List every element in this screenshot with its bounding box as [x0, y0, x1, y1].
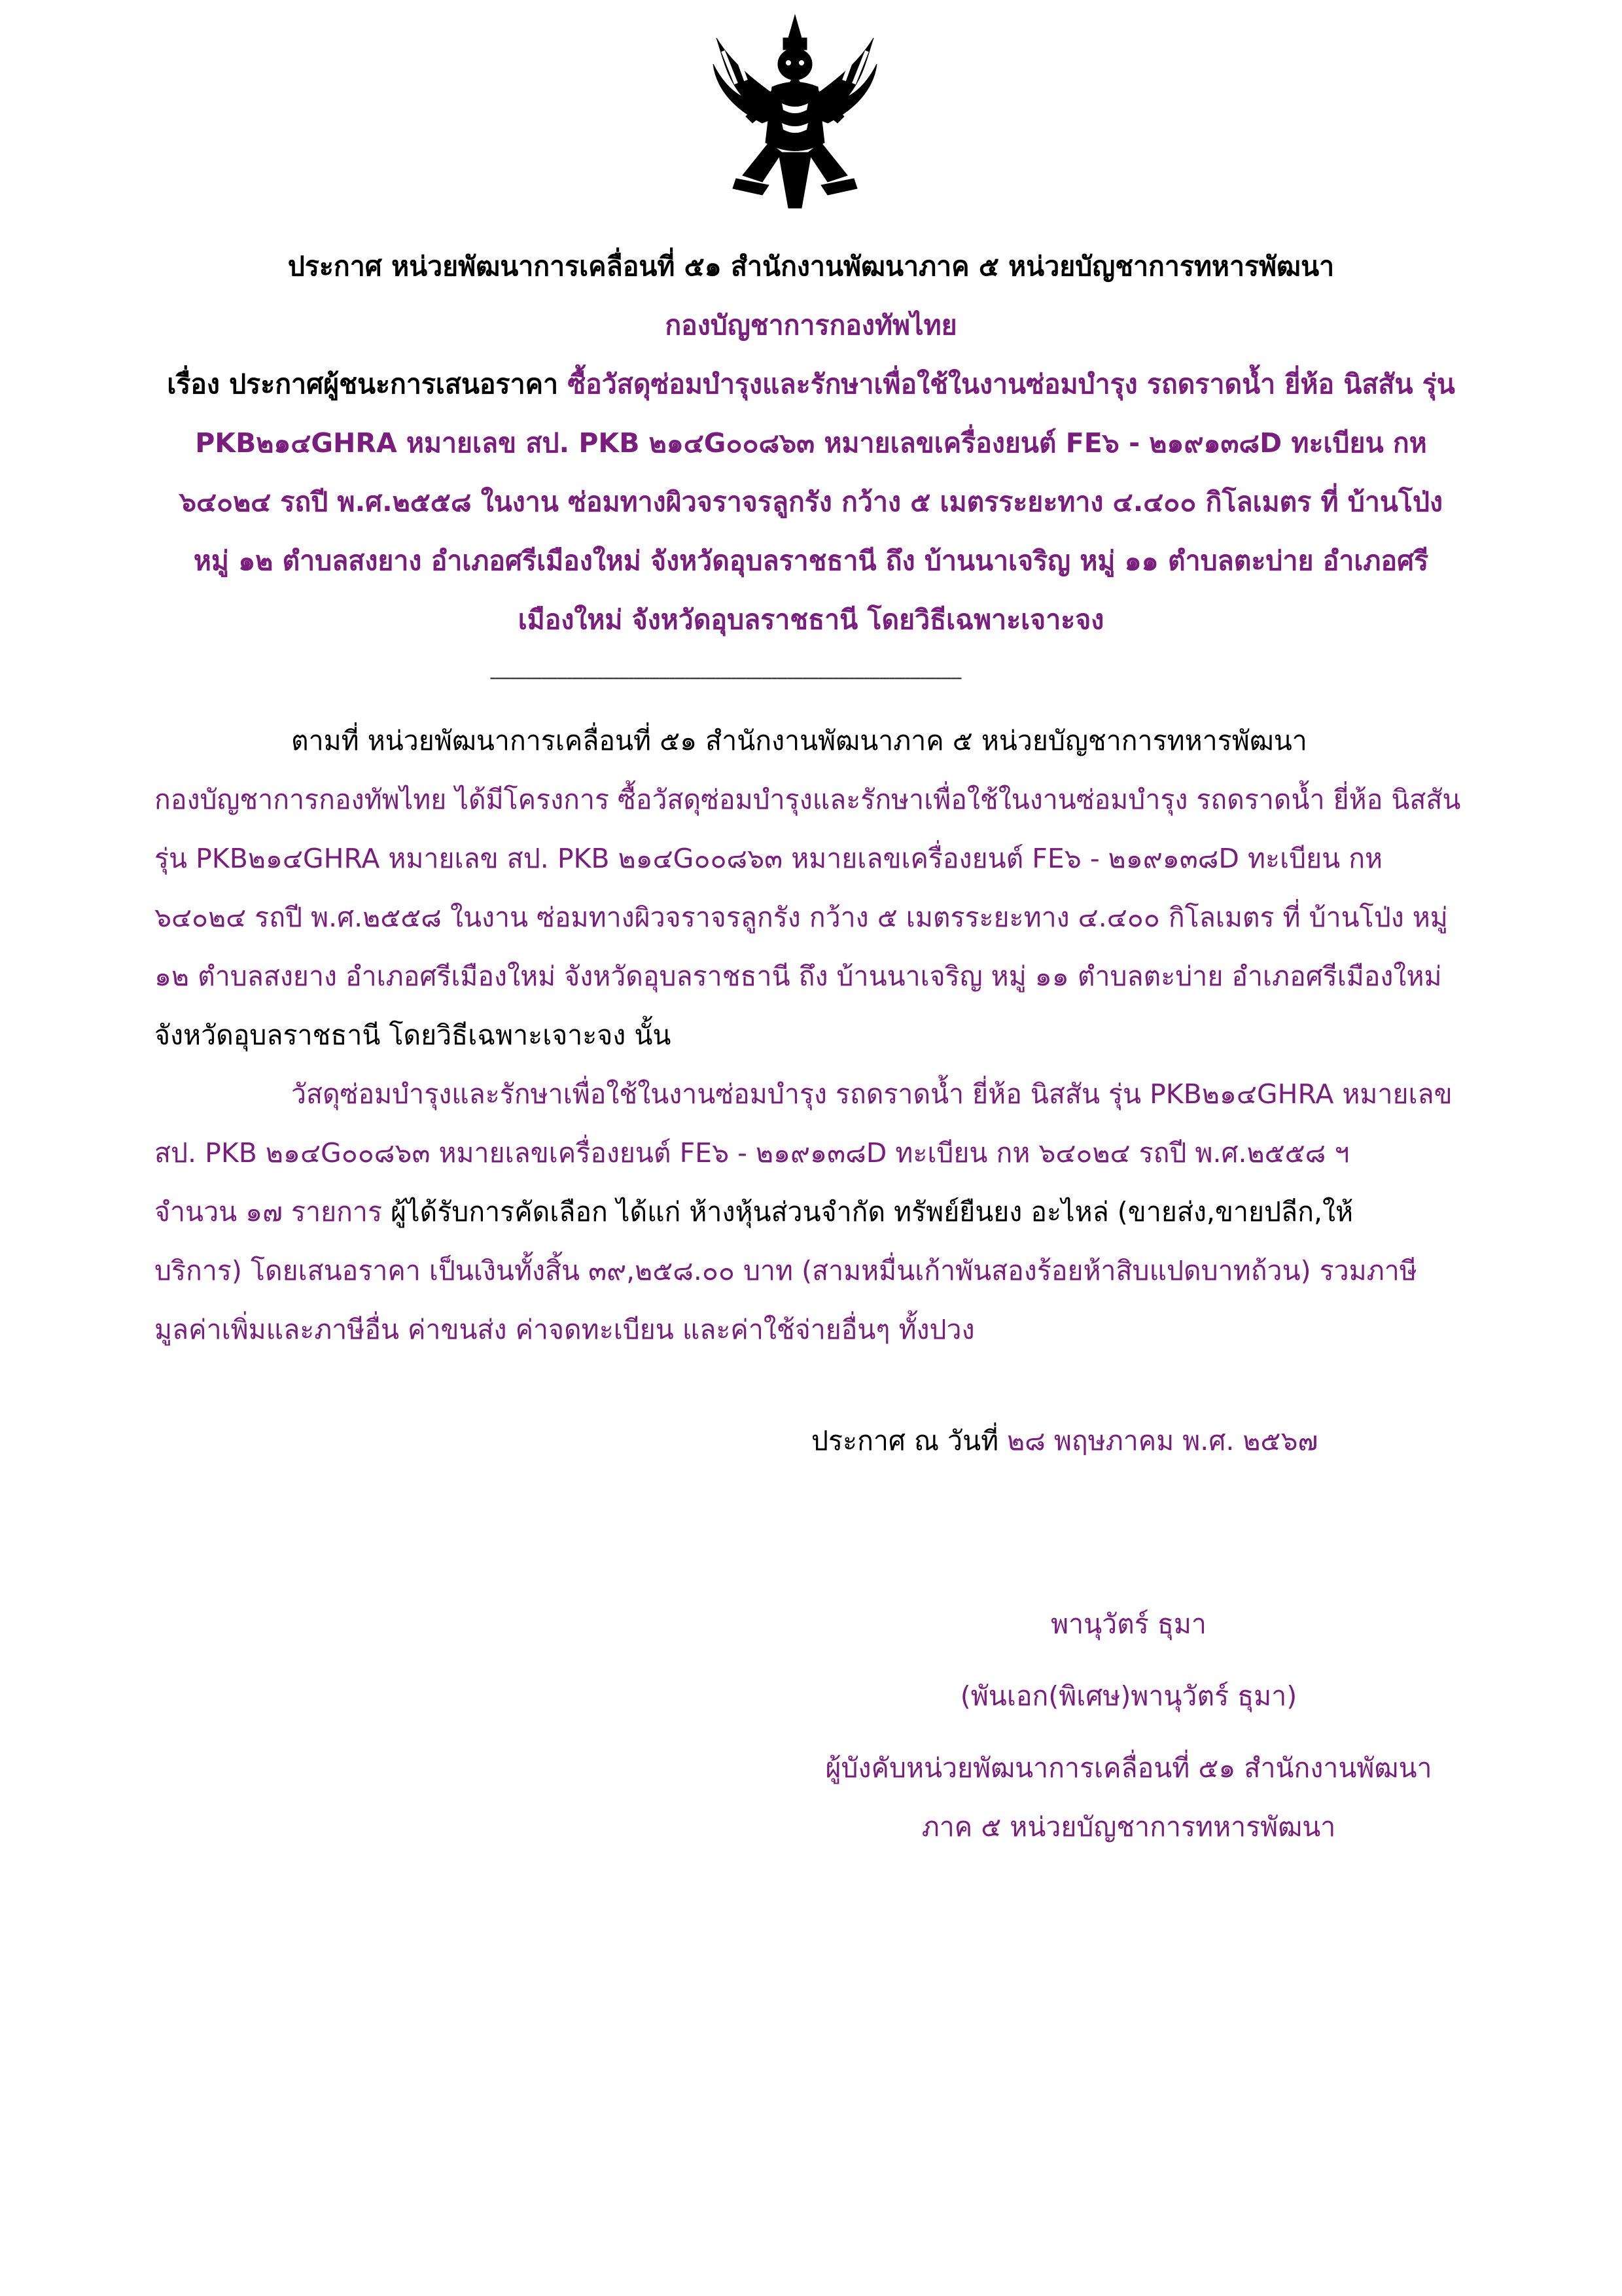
signature-position-2: ภาค ๕ หน่วยบัญชาการทหารพัฒนา: [921, 1811, 1336, 1843]
para1-line-6: จังหวัดอุบลราชธานี โดยวิธีเฉพาะเจาะจง นั้น: [154, 1019, 671, 1051]
para1-line-2: กองบัญชาการกองทัพไทย ได้มีโครงการ ซื้อวัสดุซ่อมบำรุงและรักษาเพื่อใช้ในงานซ่อมบำรุง รถดราดน้ำ ยี่ห้อ นิสสัน: [154, 784, 1461, 815]
garuda-emblem-icon: [697, 12, 893, 215]
title-line-2: กองบัญชาการกองทัพไทย: [665, 309, 957, 341]
signature-name: พานุวัตร์ ธุมา: [1051, 1608, 1207, 1640]
announce-label: ประกาศ ณ วันที่: [811, 1425, 1008, 1457]
item-count: จำนวน ๑๗ รายการ: [154, 1196, 391, 1227]
subject-text-1: ซื้อวัสดุซ่อมบำรุงและรักษาเพื่อใช้ในงานซ่อมบำรุง รถดราดน้ำ ยี่ห้อ นิสสัน รุ่น: [567, 368, 1455, 400]
para1-line-5: ๑๒ ตำบลสงยาง อำเภอศรีเมืองใหม่ จังหวัดอุบลราชธานี ถึง บ้านนาเจริญ หมู่ ๑๑ ตำบลตะบ่าย อำเภอศรีเมืองใหม่: [154, 961, 1442, 992]
signature-position-1: ผู้บังคับหน่วยพัฒนาการเคลื่อนที่ ๕๑ สำนักงานพัฒนา: [825, 1752, 1432, 1784]
subject-line-3: ๖๔๐๒๔ รถปี พ.ศ.๒๕๕๘ ในงาน ซ่อมทางผิวจราจรลูกรัง กว้าง ๕ เมตรระยะทาง ๔.๔๐๐ กิโลเมตร ที่ บ้านโป่ง: [179, 486, 1443, 518]
signature-full-name: (พันเอก(พิเศษ)พานุวัตร์ ธุมา): [960, 1680, 1297, 1712]
subject-line-4: หมู่ ๑๒ ตำบลสงยาง อำเภอศรีเมืองใหม่ จังหวัดอุบลราชธานี ถึง บ้านนาเจริญ หมู่ ๑๑ ตำบลตะบ่าย อำเภอศรี: [193, 545, 1429, 576]
winner-text: ผู้ได้รับการคัดเลือก ได้แก่ ห้างหุ้นส่วนจำกัด ทรัพย์ยืนยง อะไหล่ (ขายส่ง,ขายปลีก,ให้: [391, 1196, 1354, 1227]
para1-line-3: รุ่น PKB๒๑๔GHRA หมายเลข สป. PKB ๒๑๔G๐๐๘๖๓ หมายเลขเครื่องยนต์ FE๖ - ๒๑๙๑๓๘D ทะเบียน กห: [154, 843, 1383, 874]
para2-line-2: สป. PKB ๒๑๔G๐๐๘๖๓ หมายเลขเครื่องยนต์ FE๖ - ๒๑๙๑๓๘D ทะเบียน กห ๖๔๐๒๔ รถปี พ.ศ.๒๕๕๘ ฯ: [154, 1137, 1350, 1169]
subject-line-1: [118, 363, 1504, 406]
announce-date: ๒๘ พฤษภาคม พ.ศ. ๒๕๖๗: [1007, 1425, 1318, 1457]
para1-line-1: ตามที่ หน่วยพัฒนาการเคลื่อนที่ ๕๑ สำนักงานพัฒนาภาค ๕ หน่วยบัญชาการทหารพัฒนา: [291, 725, 1307, 756]
para2-line-5: มูลค่าเพิ่มและภาษีอื่น ค่าขนส่ง ค่าจดทะเบียน และค่าใช้จ่ายอื่นๆ ทั้งปวง: [154, 1314, 975, 1345]
divider: --------------------------------------------------------------------------------------------: [489, 666, 961, 689]
subject-line-5: เมืองใหม่ จังหวัดอุบลราชธานี โดยวิธีเฉพาะเจาะจง: [518, 604, 1104, 635]
announce-date-line: [811, 1420, 1318, 1462]
subject-prefix: เรื่อง ประกาศผู้ชนะการเสนอราคา: [167, 368, 568, 400]
para2-line-1: วัสดุซ่อมบำรุงและรักษาเพื่อใช้ในงานซ่อมบำรุง รถดราดน้ำ ยี่ห้อ นิสสัน รุ่น PKB๒๑๔GHRA หมายเลข: [291, 1078, 1453, 1110]
subject-line-2: PKB๒๑๔GHRA หมายเลข สป. PKB ๒๑๔G๐๐๘๖๓ หมายเลขเครื่องยนต์ FE๖ - ๒๑๙๑๓๘D ทะเบียน กห: [195, 427, 1427, 459]
para2-line-4: บริการ) โดยเสนอราคา เป็นเงินทั้งสิ้น ๓๙,๒๕๘.๐๐ บาท (สามหมื่นเก้าพันสองร้อยห้าสิบแปดบาทถ้วน) รวมภาษี: [154, 1255, 1417, 1286]
para1-line-4: ๖๔๐๒๔ รถปี พ.ศ.๒๕๕๘ ในงาน ซ่อมทางผิวจราจรลูกรัง กว้าง ๕ เมตรระยะทาง ๔.๔๐๐ กิโลเมตร ที่ บ้านโป่ง หมู่: [154, 902, 1448, 933]
title-line-1: ประกาศ หน่วยพัฒนาการเคลื่อนที่ ๕๑ สำนักงานพัฒนาภาค ๕ หน่วยบัญชาการทหารพัฒนา: [287, 251, 1335, 282]
para2-line-3: [154, 1191, 1353, 1233]
